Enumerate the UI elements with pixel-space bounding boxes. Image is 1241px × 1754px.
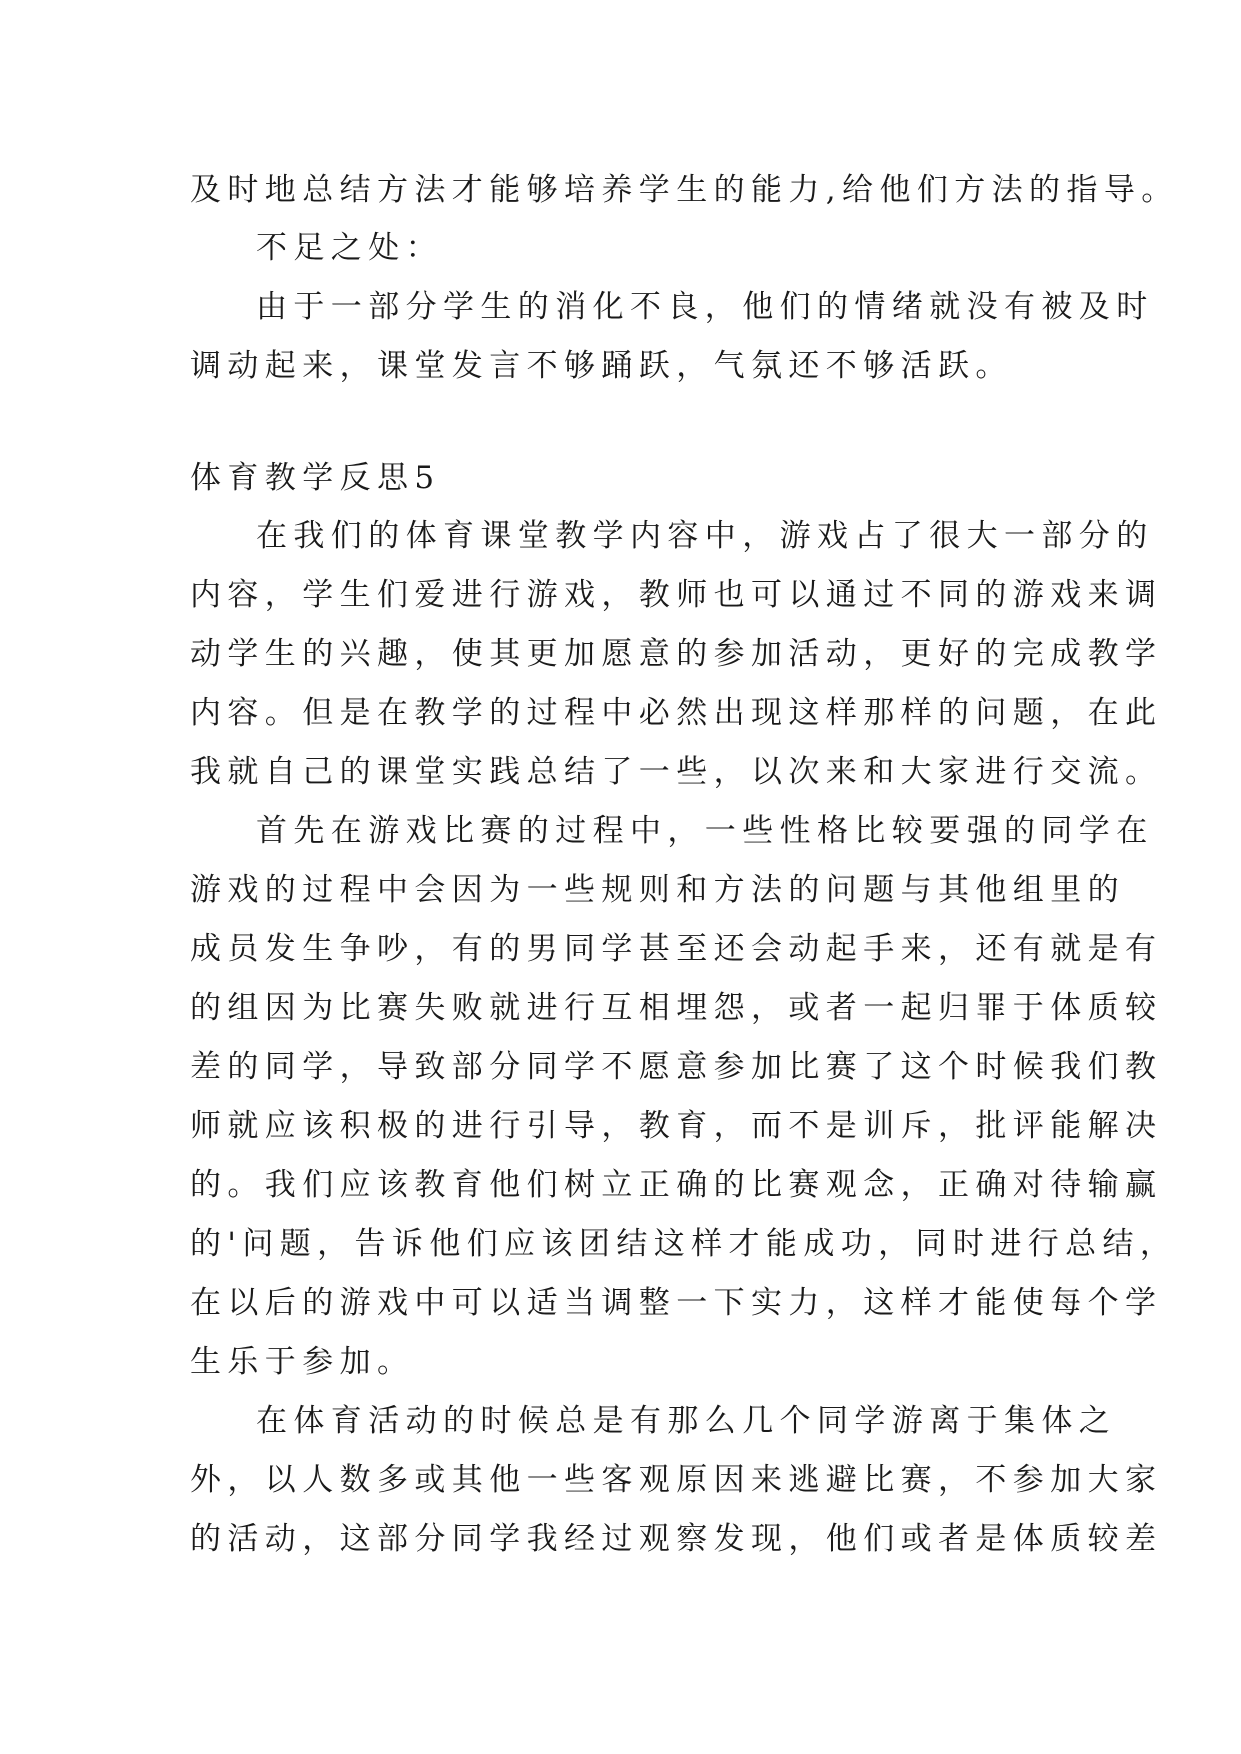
- text-line: 差的同学，导致部分同学不愿意参加比赛了这个时候我们教: [190, 1049, 1163, 1085]
- text-line: 调动起来，课堂发言不够踊跃，气氛还不够活跃。: [190, 348, 1013, 384]
- subheading-shortcomings: 不足之处：: [256, 230, 443, 266]
- text-line: 及时地总结方法才能够培养学生的能力,给他们方法的指导。: [190, 172, 1179, 208]
- text-line: 游戏的过程中会因为一些规则和方法的问题与其他组里的: [190, 872, 1125, 908]
- text-line: 在我们的体育课堂教学内容中，游戏占了很大一部分的: [256, 518, 1154, 554]
- text-line: 的活动，这部分同学我经过观察发现，他们或者是体质较差: [190, 1521, 1163, 1557]
- text-line: 外，以人数多或其他一些客观原因来逃避比赛，不参加大家: [190, 1462, 1163, 1498]
- text-line: 在以后的游戏中可以适当调整一下实力，这样才能使每个学: [190, 1285, 1163, 1321]
- text-line: 我就自己的课堂实践总结了一些，以次来和大家进行交流。: [190, 754, 1163, 790]
- text-line: 的'问题，告诉他们应该团结这样才能成功，同时进行总结，: [190, 1226, 1178, 1262]
- text-line: 在体育活动的时候总是有那么几个同学游离于集体之: [256, 1403, 1117, 1439]
- section-title: 体育教学反思5: [190, 460, 441, 496]
- text-line: 由于一部分学生的消化不良，他们的情绪就没有被及时: [256, 289, 1154, 325]
- text-line: 内容。但是在教学的过程中必然出现这样那样的问题，在此: [190, 695, 1163, 731]
- text-line: 师就应该积极的进行引导，教育，而不是训斥，批评能解决: [190, 1108, 1163, 1144]
- text-line: 生乐于参加。: [190, 1344, 415, 1380]
- text-line: 的。我们应该教育他们树立正确的比赛观念，正确对待输赢: [190, 1167, 1163, 1203]
- text-line: 的组因为比赛失败就进行互相埋怨，或者一起归罪于体质较: [190, 990, 1163, 1026]
- text-line: 首先在游戏比赛的过程中，一些性格比较要强的同学在: [256, 813, 1154, 849]
- text-line: 内容，学生们爱进行游戏，教师也可以通过不同的游戏来调: [190, 577, 1163, 613]
- text-line: 成员发生争吵，有的男同学甚至还会动起手来，还有就是有: [190, 931, 1163, 967]
- text-line: 动学生的兴趣，使其更加愿意的参加活动，更好的完成教学: [190, 636, 1163, 672]
